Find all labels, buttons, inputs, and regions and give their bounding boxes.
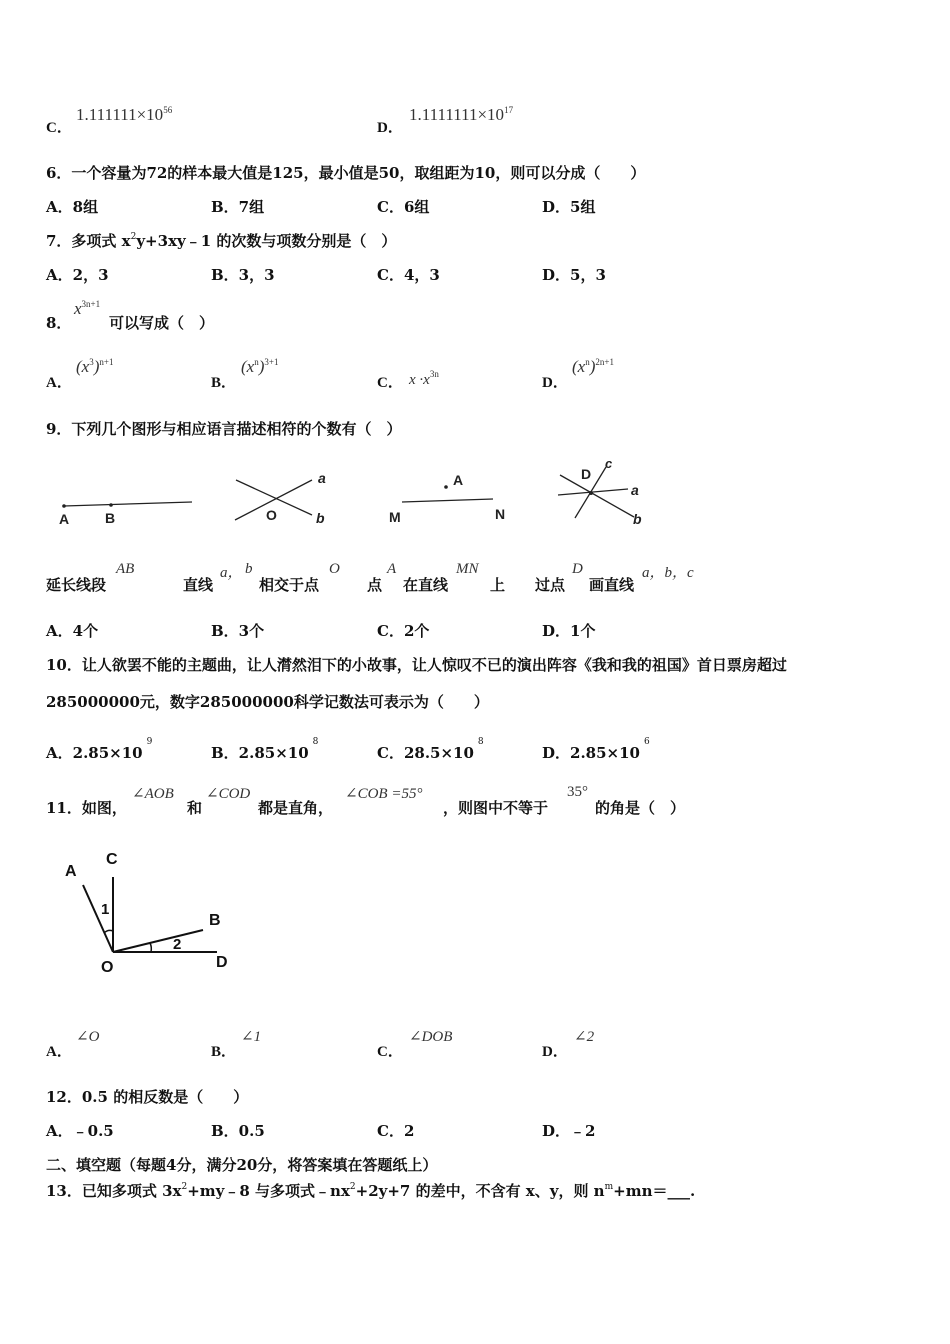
q9-fig3-label-a: A	[453, 472, 464, 488]
q12-option-d: D．﹣2	[542, 1122, 596, 1140]
q11-fig-label-1: 1	[101, 901, 110, 918]
q8-number: 8．	[46, 314, 72, 332]
q9-desc-1: 延长线段	[46, 576, 107, 594]
q6-option-b: B．7组	[211, 198, 265, 216]
q6-option-a: A．8组	[46, 198, 99, 216]
q12-stem: 12．0.5 的相反数是（ ）	[46, 1088, 249, 1106]
q8-stem: 可以写成（ ）	[109, 314, 215, 332]
q11-and: 和	[187, 799, 203, 817]
q8-option-c-label: C．	[377, 375, 403, 391]
q6-stem: 6．一个容量为72的样本最大值是125，最小值是50，取组距为10，则可以分成（ ）	[46, 164, 646, 182]
q9-option-a: A．4个	[46, 622, 99, 640]
q12-option-b: B．0.5	[211, 1122, 265, 1140]
q9-desc-1-math: AB	[116, 561, 135, 577]
q11-angle-cod: ∠COD	[206, 786, 251, 802]
q12-option-c: C．2	[377, 1122, 415, 1140]
q11-option-a-math: ∠O	[76, 1029, 100, 1045]
q8-option-b-expr: $(x^n)^{3+1}$	[241, 357, 279, 376]
q10-option-d: D．$2.85\times 10^6$	[542, 737, 650, 762]
q11-then-text: ，则图中不等于	[443, 799, 549, 817]
section-2-title: 二、填空题（每题4分，满分20分，将答案填在答题纸上）	[46, 1156, 438, 1174]
q7-stem: 7．多项式 $x^2y+3xy﹣1$ 的次数与项数分别是（ ）	[46, 232, 397, 250]
q9-fig4-label-b: b	[633, 511, 642, 527]
q11-degree: 35°	[567, 784, 588, 800]
q9-desc-2-b: b	[245, 561, 253, 577]
q9-fig4-label-a: a	[631, 482, 639, 498]
q9-fig3-label-m: M	[389, 509, 401, 525]
q7-option-c: C．4，3	[377, 266, 440, 284]
q11-angle-1-arc	[104, 930, 113, 933]
q11-option-a-label: A．	[46, 1044, 72, 1060]
q11-number: 11．如图，	[46, 799, 127, 817]
q11-fig-label-d: D	[216, 954, 228, 971]
q5-option-d-value: $1.1111111\times 10^{17}$	[409, 105, 514, 124]
q9-fig4-label-d: D	[581, 466, 592, 482]
q11-option-c-label: C．	[377, 1044, 403, 1060]
q11-option-d-label: D．	[542, 1044, 568, 1060]
q10-option-b: B．$2.85\times 10^8$	[211, 737, 319, 762]
q5-option-d-label: D．	[377, 120, 403, 136]
q11-option-b-label: B．	[211, 1044, 237, 1060]
q9-desc-3-post: 上	[490, 576, 506, 594]
q9-desc-4-mid: 画直线	[589, 576, 635, 594]
q8-option-b-label: B．	[211, 375, 237, 391]
q7-option-a: A．2，3	[46, 266, 109, 284]
q5-option-c-label: C．	[46, 120, 72, 136]
q9-desc-3-a: A	[387, 561, 397, 577]
q8-option-d-label: D．	[542, 375, 568, 391]
q11-option-c-math: ∠DOB	[409, 1029, 453, 1045]
q11-ray-ob	[113, 930, 203, 952]
q9-desc-4-d: D	[572, 561, 583, 577]
q11-fig-label-2: 2	[173, 936, 182, 953]
q10-option-a: A．$2.85\times 10^9$	[46, 737, 153, 762]
q9-desc-4-pre: 过点	[535, 576, 566, 594]
q9-figure-4	[558, 456, 642, 527]
q7-option-b: B．3，3	[211, 266, 275, 284]
q9-fig4-label-c: c	[605, 456, 613, 471]
q10-stem-line-2: 285000000元，数字285000000科学记数法可表示为（ ）	[46, 693, 489, 711]
q9-option-d: D．1个	[542, 622, 596, 640]
q11-option-b-math: ∠1	[241, 1029, 262, 1045]
q9-desc-2-o: O	[329, 561, 340, 577]
q11-angle-aob: ∠AOB	[132, 786, 174, 802]
q9-desc-3-mid: 在直线	[403, 576, 449, 594]
q9-fig2-label-a: a	[318, 470, 326, 486]
q10-option-c: C．$28.5\times 10^8$	[377, 737, 484, 762]
q8-option-a-expr: $(x^3)^{n+1}$	[76, 357, 114, 376]
q11-fig-label-c: C	[106, 851, 118, 868]
q9-option-b: B．3个	[211, 622, 265, 640]
q9-figure-3	[389, 472, 505, 525]
q11-right-angle-text: 都是直角，	[258, 799, 334, 817]
q11-fig-label-a: A	[65, 863, 77, 880]
q8-expression: $x^{3n+1}$	[74, 299, 101, 318]
q9-fig1-label-a: A	[59, 511, 70, 527]
q11-end-text: 的角是（ ）	[595, 799, 686, 817]
q12-option-a: A．﹣0.5	[46, 1122, 114, 1140]
q8-option-c-expr: $x \cdot x^{3n}$	[409, 369, 439, 388]
q10-stem-line-1: 10．让人欲罢不能的主题曲，让人潸然泪下的小故事，让人惊叹不已的演出阵容《我和我的祖国》首日票房超过	[46, 656, 787, 674]
q11-option-d-math: ∠2	[574, 1029, 595, 1045]
q9-desc-3-mn: MN	[456, 561, 479, 577]
q7-option-d: D．5，3	[542, 266, 606, 284]
q13-stem: 13．已知多项式 $3x^2+my﹣8$ 与多项式$﹣nx^2+2y+7$ 的差中，不含有 x、y，则 $n^m+mn=\_\_\_$.	[46, 1182, 696, 1200]
q11-figure	[55, 845, 245, 975]
q5-option-c-value: $1.111111\times 10^{56}$	[76, 105, 173, 124]
q9-option-c: C．2个	[377, 622, 430, 640]
q9-figures	[40, 455, 670, 540]
q9-desc-2-pre: 直线	[183, 576, 214, 594]
q11-angle-2-arc	[150, 943, 151, 952]
q11-angle-cob: ∠COB =55°	[345, 786, 423, 802]
q9-figure-1	[59, 502, 192, 527]
q9-fig3-label-n: N	[495, 506, 506, 522]
q9-desc-4-abc: a，b，c	[642, 565, 694, 581]
q9-desc-3-pre: 点	[367, 576, 383, 594]
q9-stem: 9．下列几个图形与相应语言描述相符的个数有（ ）	[46, 420, 402, 438]
q9-fig2-label-o: O	[266, 507, 277, 523]
q9-desc-2-a: a，	[220, 565, 243, 581]
q6-option-d: D．5组	[542, 198, 596, 216]
q9-desc-2-mid: 相交于点	[259, 576, 320, 594]
q9-fig1-label-b: B	[105, 510, 116, 526]
q11-ray-oa	[83, 885, 113, 952]
q9-figure-2	[235, 470, 326, 526]
q6-option-c: C．6组	[377, 198, 430, 216]
q8-option-a-label: A．	[46, 375, 72, 391]
q11-fig-label-b: B	[209, 912, 221, 929]
q8-option-d-expr: $(x^n)^{2n+1}$	[572, 357, 614, 376]
q11-fig-label-o: O	[101, 959, 114, 975]
q9-fig2-label-b: b	[316, 510, 325, 526]
